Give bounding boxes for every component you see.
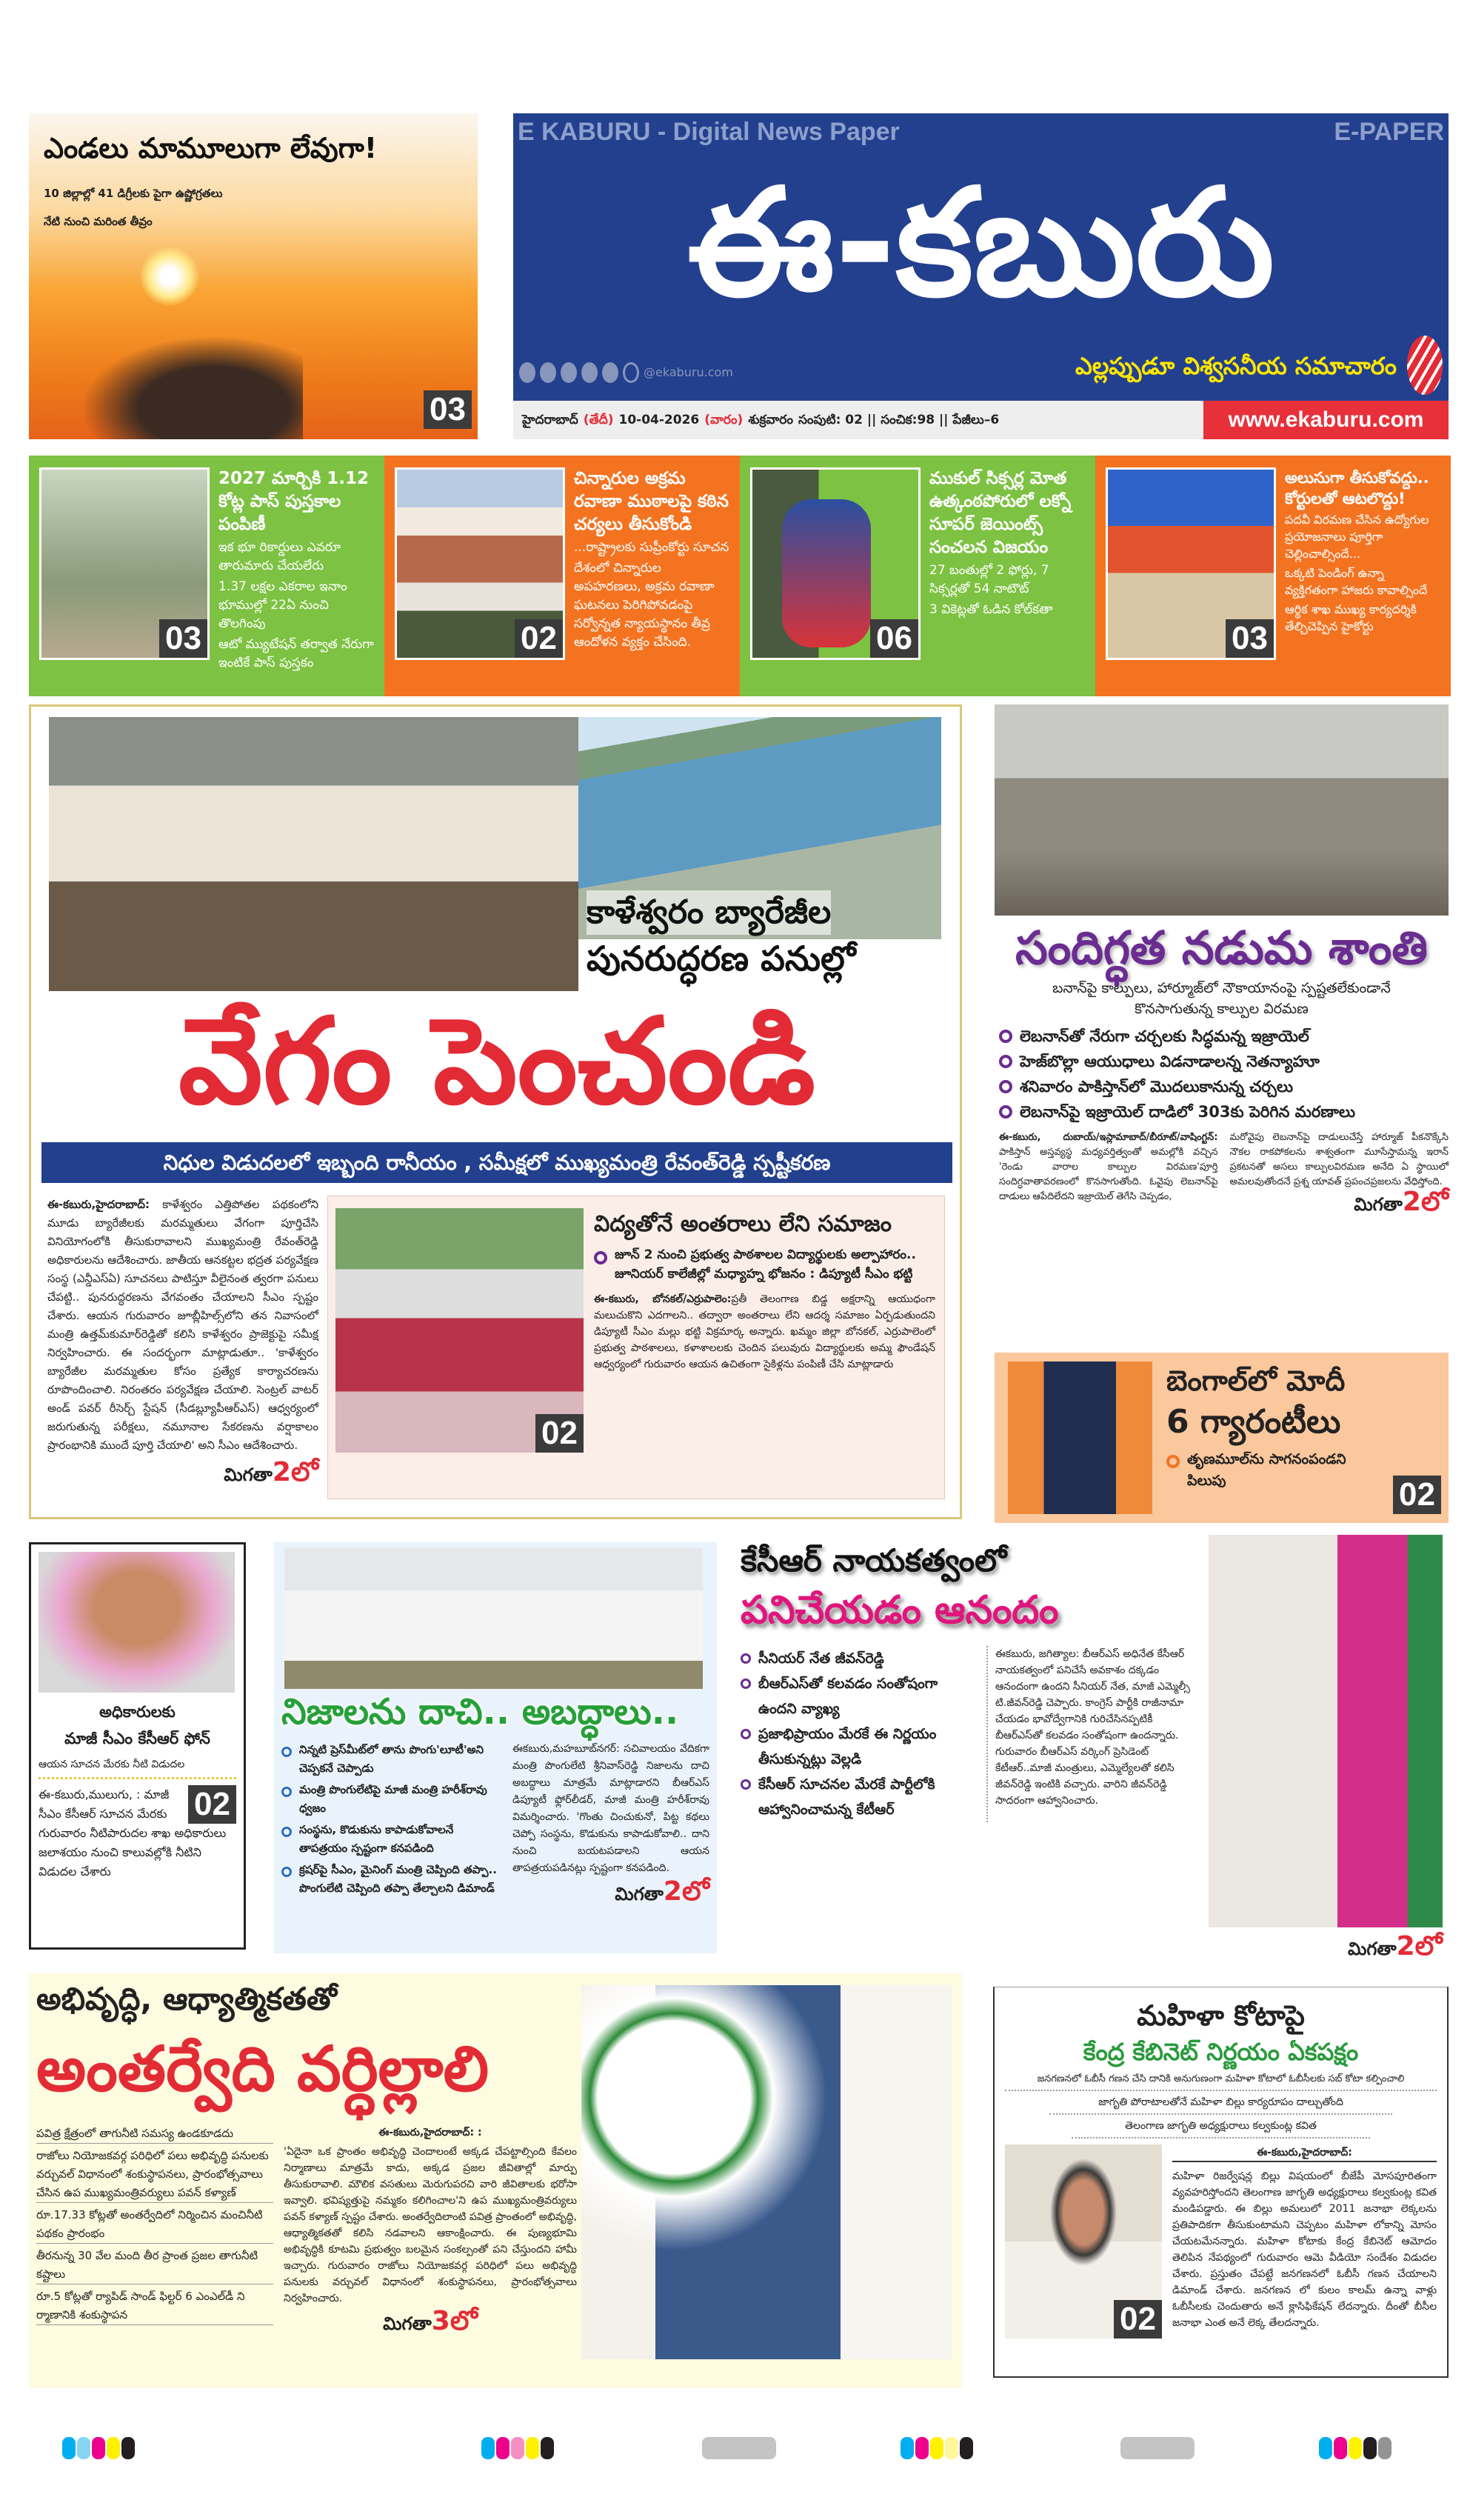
peace-title: సందిగ్ధత నడుమ శాంతి: [1015, 921, 1428, 975]
page-ref-badge: 02: [1114, 2300, 1162, 2339]
teaser-photo: [1106, 467, 1276, 660]
education-body: [594, 1291, 935, 1373]
bullet-item: [281, 1781, 504, 1818]
bullet-text: సంస్థను, కొడుకును కాపాడుకోవాలనే తాపత్రయం స్పష్టంగా కనపడింది: [299, 1823, 454, 1855]
bullet-icon: [999, 1030, 1012, 1043]
continued-page: 2లో: [272, 1457, 318, 1487]
ktr-jeevan-reddy-photo: [1209, 1535, 1443, 1927]
bullet-text: నిన్నటి ప్రెస్‌మీట్‌లో తాను పొంగు'లూటీ'అని చెప్పకనే చెప్పాడు: [299, 1743, 484, 1775]
bullet-item: [281, 1741, 504, 1778]
social-icons[interactable]: [519, 362, 733, 383]
peace-sub1: బనాన్‌పై కాల్పులు, హార్మూజ్‌లో నౌకాయానంపై స్పష్టతలేకుండానే: [1052, 980, 1391, 996]
bullet-text: లెబనాన్‌పై ఇజ్రాయెల్ దాడిలో 303కు పెరిగిన మరణాలు: [1020, 1103, 1355, 1121]
teaser-line: 1.37 లక్షల ఎకరాల ఇనాం భూముల్లో 22ఏ నుంచి తొలగింపు: [218, 579, 347, 631]
instagram-icon[interactable]: [602, 362, 618, 383]
education-bullet: [594, 1245, 935, 1284]
dateline: ఈ-కబురు, బోనకల్/ఎర్రుపాలెం:: [594, 1293, 732, 1305]
kcr-lead-title2: పనిచేయడం ఆనందం: [741, 1588, 1059, 1633]
peace-body-text: పాకిస్తాన్ అస్తవ్యస్థ మధ్యవర్తిత్వంతో అమల్లోకి వచ్చిన 'రెండు వారాల కాల్పుల విరమణ'పూర్తి సందిగ్ధవాతావరణంలో కొనసాగుతోంది. ఓవైపు లెబనాన్‌పై దాడులు ఆపేదిలేదని ఇజ్రాయెల్ తెగేసి చెప్పడం,: [999, 1147, 1218, 1202]
teaser-line: 27 బంతుల్లో 2 ఫోర్లు, 7 సిక్సర్లతో 54 నాటౌట్: [929, 563, 1049, 596]
weather-line2: నేటి నుంచి మరింత తీవ్రం: [44, 215, 153, 228]
date-bar: [513, 401, 1203, 439]
epaper-label: E-PAPER: [1334, 118, 1444, 146]
whatsapp-icon[interactable]: [519, 362, 535, 383]
lead-headline: వేగం పెంచండి: [178, 992, 815, 1130]
lead-subhead: నిధుల విడుదలలో ఇబ్బంది రానీయం , సమీక్షలో ముఖ్యమంత్రి రేవంత్‌రెడ్డి స్పష్టీకరణ: [41, 1142, 952, 1183]
bullet-icon: [281, 1747, 292, 1757]
education-title: విద్యతోనే అంతరాలు లేని సమాజం: [594, 1211, 892, 1237]
kcr-phone-story: [29, 1542, 246, 1950]
point-item: రాజోలు నియోజకవర్గ పరిధిలో పలు అభివృద్ధి పనులకు వర్చువల్ విధానంలో శంకుస్థాపనలు, ప్రారంభోత్సవాలు చేసిన ఉప ముఖ్యమంత్రివర్యులు పవన్ కళ్యాణ్: [36, 2147, 273, 2203]
globe-icon[interactable]: [623, 362, 639, 383]
website-link[interactable]: www.ekaburu.com: [1203, 401, 1449, 439]
bullet-icon: [741, 1679, 751, 1689]
women-sub: జనగణనలో ఓబీసీ గణన చేసి దానికి అనుగుణంగా మహిళా కోటాలో ఓబీసీలకు సబ్ కోటా కల్పించాలి: [1005, 2069, 1437, 2091]
modi-photo: [1008, 1361, 1152, 1514]
kcr-sub: ఆయన సూచన మేరకు నీటి విడుదల: [39, 1756, 236, 1779]
truths-headline: నిజాలను దాచి.. అబద్ధాలు..: [281, 1691, 679, 1733]
kavitha-photo: [1005, 2144, 1162, 2339]
continued-on-page[interactable]: [1348, 1932, 1443, 1964]
kcr-lead-bullets: [741, 1646, 978, 1822]
bullet-item: [999, 1099, 1449, 1124]
lead-story: [29, 704, 962, 1519]
bullet-text: శనివారం పాకిస్తాన్‌లో మొదలుకానున్న చర్చలు: [1020, 1078, 1294, 1096]
teaser-photo: [39, 467, 210, 660]
continued-on-page[interactable]: [47, 1458, 318, 1490]
teaser-line: 3 వికెట్లతో ఓడిన కోల్‌కతా: [929, 602, 1053, 617]
kcr-lead-story: [741, 1539, 1200, 1822]
education-story: [327, 1196, 945, 1499]
teaser-line: ఒక్కటి పెండింగ్ ఉన్నా వ్యక్తిగతంగా హాజరు కావాల్సిందే: [1285, 566, 1428, 597]
continued-label: మిగతా: [615, 1884, 664, 1904]
teaser-land-records[interactable]: [29, 456, 384, 696]
bullet-text: సీనియర్ నేత జీవన్‌రెడ్డి: [758, 1650, 884, 1667]
continued-label: మిగతా: [383, 2313, 432, 2334]
bullet-text: తృణమూల్‌ను సాగనంపండని పిలుపు: [1187, 1451, 1346, 1489]
volume-info: సంపుటి: 02 || సంచిక:98 || పేజీలు–6: [798, 413, 1000, 427]
lead-body: [47, 1196, 318, 1490]
cm-meeting-photo: [49, 717, 578, 991]
peace-story: [995, 919, 1449, 1217]
bullet-text: కేసీఆర్ సూచనల మేరకే పార్టీలోకి ఆహ్వానించామన్న కేటీఆర్: [758, 1776, 935, 1818]
brand-globe-icon: [1407, 336, 1443, 395]
bullet-item: [741, 1721, 978, 1772]
bullet-icon: [999, 1105, 1012, 1119]
teaser-supreme-court[interactable]: [384, 456, 740, 696]
dateline: ఈ-కబురు,హైదరాబాద్: :: [378, 2127, 482, 2139]
bullet-icon: [594, 1251, 607, 1264]
bullet-text: హెజ్‌బొల్లా ఆయుధాలు విడనాడాలన్న నెతన్యాహూ: [1020, 1053, 1320, 1070]
bullet-item: [741, 1772, 978, 1822]
bengal-title2: 6 గ్యారంటీలు: [1166, 1403, 1341, 1441]
sun-icon: [140, 247, 199, 306]
women-kicker: మహిళా కోటాపై: [1137, 1999, 1305, 2032]
harish-rao-photo: [284, 1548, 703, 1689]
weather-line1: 10 జిల్లాల్లో 41 డిగ్రీలకు పైగా ఉష్ణోగ్రతలు: [44, 187, 223, 200]
bullet-item: [999, 1074, 1449, 1099]
bullet-item: [281, 1861, 504, 1898]
rubble-photo: [995, 704, 1449, 916]
bengal-story[interactable]: [995, 1353, 1449, 1523]
city: హైదరాబాద్: [522, 413, 578, 427]
kcr-title: మాజీ సీఎం కేసీఆర్ ఫోన్: [64, 1730, 210, 1747]
truths-bullets: [281, 1741, 504, 1909]
issue-day: శుక్రవారం: [748, 413, 793, 427]
facebook-icon[interactable]: [561, 362, 577, 383]
peace-bullets: [995, 1024, 1449, 1124]
teaser-photo: [395, 467, 565, 660]
teaser-line: ఆటో మ్యుటేషన్ తర్వాత నేరుగా ఇంటికే పాస్ పుస్తకం: [218, 637, 374, 670]
bullet-item: [999, 1024, 1449, 1049]
page-ref-badge: 03: [159, 619, 207, 658]
bullet-icon: [741, 1779, 751, 1790]
women-headline: కేంద్ర కేబినెట్ నిర్ణయం ఏకపక్షం: [1083, 2038, 1359, 2066]
bullet-icon: [741, 1653, 751, 1664]
continued-label: మిగతా: [1354, 1194, 1403, 1215]
issue-date: 10-04-2026: [618, 413, 700, 427]
peace-body-text: మరోవైపు లెబనాన్‌పై దాడులుచేస్తే హార్మూజ్ పీకనొక్కేసి నౌకల రాకపోకలను శాశ్వతంగా మూసేస్తామన్న ఇరాన్ ప్రకటనతో అసలు కాల్పులవిరమణ అనేది ఏ స్థాయిలో అమలవుతోందనే ప్రశ్న యావత్ ప్రపంచప్రజలను వేధిస్తోంది.: [1229, 1132, 1449, 1187]
masthead-logo: ఈ-కబురు: [686, 157, 1275, 330]
bullet-text: బీఆర్ఎస్‌తో కలవడం సంతోషంగా ఉందని వ్యాఖ్య: [758, 1676, 938, 1717]
bullet-icon: [281, 1787, 292, 1797]
weather-teaser[interactable]: [29, 113, 478, 439]
bullet-icon: [999, 1055, 1012, 1068]
dateline: ఈ-కబురు,హైదరాబాద్:: [1172, 2144, 1437, 2162]
antarvedi-points: [36, 2124, 273, 2339]
teaser-photo: [750, 467, 921, 660]
truths-body: ఈకబురు,మహబూబ్‌నగర్: సచివాలయం వేదికగా మంత్రి పొంగులేటి శ్రీనివాస్‌రెడ్డి నిజాలను దాచి అబద్ధాలు మాత్రమే మాట్లాడారని బీఆర్ఎస్ డిప్యూటీ ఫ్లోర్‌లీడర్, మాజీ మంత్రి హరీశ్‌రావు విమర్శించారు. 'గొంతు చించుకునో, పిట్ట కథలు చెప్పో సంస్థను, కొడుకును కాపాడుకోవాలి.. దాని నుంచి బయటపడాలని ఆయన తాపత్రయపడినట్లు స్పష్టంగా కనపడింది.: [512, 1743, 709, 1874]
teaser-line: పదవీ విరమణ చేసిన ఉద్యోగుల ప్రయోజనాలు పూర్తిగా చెల్లించాల్సిందే...: [1285, 513, 1429, 561]
pawan-kalyan-photo: [581, 1985, 952, 2359]
bullet-item: [999, 1049, 1449, 1074]
education-body-text: ప్రతీ తెలంగాణ బిడ్డ అక్షరాన్ని ఆయుధంగా మలుచుకొని ఎదగాలని.. తద్వారా అంతరాలు లేని ఆదర్శ సమాజం ఏర్పడుతుందని డిప్యూటీ సీఎం మల్లు భట్టి విక్రమార్క అన్నారు. ఖమ్మం జిల్లా బోనకల్, ఎర్రుపాలెంలో ప్రభుత్వ పాఠశాలలు, కళాశాలలకు చెందిన పలువురు విద్యార్థులకు అమ్మ ఫౌండేషన్ ఆధ్వర్యంలో గురువారం ఆయన ఉచితంగా సైకిళ్లను పంపిణీ చేసి మాట్లాడారు: [594, 1293, 935, 1370]
teaser-line: ఆర్థిక శాఖ ముఖ్య కార్యదర్శికి తేల్చిచెప్పిన హైకోర్టు: [1285, 602, 1417, 633]
social-handle[interactable]: @ekaburu.com: [644, 365, 733, 379]
bullet-icon: [999, 1080, 1012, 1093]
antarvedi-body: 'ఏదైనా ఒక ప్రాంతం అభివృద్ధి చెందాలంటే అక్కడ చేపట్టాల్సింది కేవలం నిర్మాణాలు మాత్రమే కాదు, అక్కడ ప్రజల జీవితాల్లో మార్పు తీసుకురావాలి. మౌలిక వసతులు మెరుగుపరచి వారి జీవితాలకు భరోసా ఇవ్వాలి. భవిష్యత్తుపై నమ్మకం కలిగించాల'ని ఉప ముఖ్యమంత్రివర్యులు పవన్ కళ్యాణ్ స్పష్టం చేశారు. అంతర్వేదిలాంటి పవిత్ర ప్రాంతంలో అభివృద్ధి, ఆధ్యాత్మికతతో కలిసి నడవాలని ఆకాంక్షించారు. ఈ పుణ్యభూమి అభివృద్ధికి కూటమి ప్రభుత్వం బలమైన సంకల్పంతో పని చేస్తుందని హామీ ఇచ్చారు. గురువారం రాజోలు నియోజకవర్గ పరిధిలో పలు అభివృద్ధి పనులకు వర్చువల్ విధానంలో శంకుస్థాపనలు, ప్రారంభోత్సవాలు నిర్వహించారు.: [284, 2146, 577, 2304]
truths-story: [274, 1542, 717, 1953]
students-photo: [335, 1208, 584, 1453]
teaser-headline: 2027 మార్చికి 1.12 కోట్ల పాస్ పుస్తకాల పంపిణీ: [218, 469, 370, 534]
teaser-line: దేశంలో చిన్నారుల అపహరణలు, అక్రమ రవాణా ఘటనలు పెరిగిపోవడంపై సర్వోన్నత న్యాయస్థానం తీవ్ర ఆందోళన వ్యక్తం చేసింది.: [574, 561, 715, 650]
bullet-item: [741, 1646, 978, 1671]
point-item: పవిత్ర క్షేత్రంలో తాగునీటి సమస్య ఉండకూడదు: [36, 2124, 273, 2144]
peace-sub2: కొనసాగుతున్న కాల్పుల విరమణ: [1135, 1001, 1309, 1017]
person-drinking-photo: [81, 336, 303, 439]
teaser-line: ఇక భూ రికార్డులు ఎవరూ తారుమారు చేయలేరు: [218, 540, 341, 573]
bullet-icon: [281, 1827, 292, 1837]
peace-col1: [999, 1130, 1218, 1217]
continued-page: 2లో: [663, 1876, 709, 1907]
masthead-tagline: E KABURU - Digital News Paper: [518, 118, 900, 146]
weather-title: ఎండలు మామూలుగా లేవుగా!: [44, 132, 378, 164]
continued-label: మిగతా: [1348, 1939, 1397, 1959]
teaser-high-court[interactable]: [1095, 456, 1451, 696]
continued-page: 2లో: [1396, 1931, 1443, 1961]
continued-page: 2లో: [1402, 1187, 1449, 1217]
antarvedi-headline: అంతర్వేది వర్ధిల్లాలి: [36, 2033, 490, 2105]
kcr-lead-body: ఈకబురు, జగిత్యాల: బీఆర్ఎస్ అధినేత కేసీఆర్ నాయకత్వంలో పనిచేసే అవకాశం దక్కడం ఆనందంగా ఉందని సీనియర్ నేత, మాజీ ఎమ్మెల్సీ టి.జీవన్‌రెడ్డి చెప్పారు. కాంగ్రెస్ పార్టీకి రాజీనామా చేయడం భావోద్వేగానికి గురిచేసినప్పటికీ బీఆర్ఎస్‌తో కలవడం సంతోషంగా ఉందన్నారు. గురువారం బీఆర్ఎస్ వర్కింగ్ ప్రెసిడెంట్ కేటీఆర్..మాజీ మంత్రులు, ఎమ్మెల్యేలతో కలిసి జీవన్‌రెడ్డి ఇంటికి వచ్చారు. వారిని జీవన్‌రెడ్డి సాదరంగా ఆహ్వానించారు.: [986, 1646, 1200, 1822]
page-ref-badge: 03: [424, 390, 472, 429]
masthead: [513, 113, 1449, 401]
bullet-item: [281, 1821, 504, 1858]
bullet-text: మంత్రి పొంగులేటిపై మాజీ మంత్రి హరీశ్‌రావు ధ్వజం: [299, 1783, 487, 1815]
registration-marks: [1319, 2437, 1393, 2462]
page-ref-badge: 06: [870, 619, 918, 658]
registration-marks: [481, 2437, 555, 2462]
bullet-icon: [1166, 1455, 1180, 1468]
twitter-icon[interactable]: [540, 362, 556, 383]
continued-page: 3లో: [431, 2306, 478, 2336]
women-sub: తెలంగాణ జాగృతి అధ్యక్షురాలు కల్వకుంట్ల కవిత: [1072, 2115, 1370, 2139]
lead-kicker-1: కాళేశ్వరం బ్యారేజీల: [587, 890, 831, 935]
registration-marks: [901, 2437, 975, 2462]
point-item: రూ.17.33 కోట్లతో అంతర్వేదిలో నిర్మించిన మంచినీటి పథకం ప్రారంభం: [36, 2206, 273, 2244]
teaser-cricket[interactable]: [740, 456, 1095, 696]
youtube-icon[interactable]: [581, 362, 598, 383]
bengal-title1: బెంగాల్‌లో మోదీ: [1166, 1364, 1346, 1397]
kcr-photo: [39, 1552, 235, 1693]
continued-label: మిగతా: [224, 1464, 273, 1485]
lead-body-text: కాళేశ్వరం ఎత్తిపోతల పథకంలోని మూడు బ్యారేజీలకు మరమ్మతులు వేగంగా పూర్తిచేసి వినియోగంలోకి తీసుకురావాలని ముఖ్యమంత్రి రేవంత్‌రెడ్డి అధికారులను ఆదేశించారు. జాతీయ ఆనకట్టల భద్రత పర్యవేక్షణ సంస్థ (ఎన్డీఎస్ఏ) సూచనలు పాటిస్తూ వీలైనంత త్వరగా పనులు చేపట్టి.. పునరుద్ధరణను వేగవంతం చేయాలని సీఎం స్పష్టం చేశారు. ఆయన గురువారం జూబ్లీహిల్స్‌లోని తన నివాసంలో మంత్రి ఉత్తమ్‌కుమార్‌రెడ్డితో కలిసి కాళేశ్వరం ప్రాజెక్టుపై సమీక్ష నిర్వహించారు. ఈ సందర్భంగా మాట్లాడుతూ.. 'కాళేశ్వరం బ్యారేజీల మరమ్మతుల కోసం ప్రత్యేక కార్యాచరణను రూపొందించాలి. నిరంతరం పర్యవేక్షణ చేయాలి. సెంట్రల్ వాటర్ అండ్ పవర్ రీసెర్చ్ స్టేషన్ (సీడబ్ల్యూపీఆర్ఎస్) ఆధ్వర్యంలో జరుగుతున్న పరీక్షలు, నమూనాల సేకరణను వర్షాకాలం ప్రారంభానికి ముందే పూర్తి చేయాలి' అని సీఎం ఆదేశించారు.: [47, 1198, 318, 1452]
registration-marks: [1120, 2437, 1195, 2459]
bullet-item: [741, 1671, 978, 1721]
antarvedi-kicker: అభివృద్ధి, ఆధ్యాత్మికతతో: [36, 1981, 337, 2017]
dateline: ఈ-కబురు, దుబాయ్/ఇస్లామాబాద్/బీరూట్/వాషింగ్టన్:: [999, 1132, 1218, 1143]
kcr-lead-title1: కేసీఆర్ నాయకత్వంలో: [741, 1542, 1007, 1579]
teaser-headline: అలుసుగా తీసుకోవద్దు.. కోర్టులతో ఆటలొద్దు!: [1285, 469, 1429, 507]
bengal-bullet: [1166, 1449, 1366, 1492]
women-quota-story: [993, 1987, 1449, 2378]
kcr-body: ఈ-కబురు,ములుగు, : మాజీ సీఎం కేసీఆర్ సూచన మేరకు గురువారం నీటిపారుదల శాఖ అధికారులు జలాశయం నుంచి కాలువల్లోకి నీటిని విడుదల చేశారు: [39, 1787, 227, 1879]
date-label: (తేదీ): [583, 413, 614, 427]
bullet-text: ప్రజాభిప్రాయం మేరకే ఈ నిర్ణయం తీసుకున్నట్లు వెల్లడి: [758, 1726, 937, 1767]
registration-marks: [62, 2437, 136, 2462]
bullet-icon: [281, 1867, 292, 1877]
teaser-line: ...రాష్ట్రాలకు సుప్రీంకోర్టు సూచన: [574, 540, 729, 555]
page-ref-badge: 03: [1226, 619, 1274, 658]
day-label: (వారం): [704, 413, 744, 427]
point-item: తీరనున్న 30 వేల మంది తీర ప్రాంత ప్రజల తాగునీటి కష్టాలు: [36, 2247, 273, 2284]
continued-on-page[interactable]: [512, 1877, 709, 1909]
registration-marks: [702, 2437, 776, 2459]
peace-col2: [1230, 1130, 1449, 1217]
antarvedi-story: [29, 1973, 962, 2388]
kcr-kicker: అధికారులకు: [99, 1703, 176, 1721]
women-sub: జాగృతి పోరాటాలతోనే మహిళా బిల్లు కార్యరూపం దాల్చుతోంది: [1049, 2091, 1392, 2115]
page-ref-badge: 02: [515, 619, 563, 658]
page-ref-badge: 02: [535, 1414, 584, 1453]
teaser-headline: ముకుల్ సిక్సర్ల మోత ఉత్కంఠపోరులో లక్నో సూపర్ జెయింట్స్ సంచలన విజయం: [929, 469, 1072, 557]
women-body: మహిళా రిజర్వేషన్ల బిల్లు విషయంలో బీజేపీ మోసపూరితంగా వ్యవహరిస్తోందని తెలంగాణ జాగృతి అధ్యక్షురాలు కల్వకుంట్ల కవిత మండిపడ్డారు. ఈ బిల్లు అమలులో 2011 జనాభా లెక్కలను ప్రతిపాదికగా తీసుకుంటామని చెప్పటం మహిళా లోకాన్ని మోసం చేయటమేనన్నారు. మహిళా కోటాకు కేంద్ర కేబినెట్ ఆమోదం తెలిపిన నేపథ్యంలో గురువారం ఆమె వీడియో సందేశం విడుదల చేశారు. ప్రస్తుతం చేపట్టే జనగణనలో ఓబీసీ గణన చేయాలని డిమాండ్ చేశారు. జనగణన లో కులం కాలమ్ ఉన్నా వాళ్లు ఓబీసీలకు చెందుతారు అనే క్లాసిఫికేషన్ లేదన్నారు. దీంతో బీసీల జనాభా ఎంత అనే లెక్క తేలదన్నారు.: [1172, 2170, 1437, 2329]
continued-on-page[interactable]: [1230, 1187, 1449, 1217]
teaser-headline: చిన్నారుల అక్రమ రవాణా ముఠాలపై కఠిన చర్యలు తీసుకోండి: [574, 469, 729, 534]
masthead-slogan: ఎల్లప్పుడూ విశ్వసనీయ సమాచారం: [1075, 352, 1397, 380]
dateline: ఈ-కబురు,హైదరాబాద్:: [47, 1198, 150, 1211]
bullet-text: లెబనాన్‌తో నేరుగా చర్చలకు సిద్ధమన్న ఇజ్రాయెల్: [1020, 1027, 1309, 1045]
point-item: రూ.5 కోట్లతో ర్యాపిడ్ సాండ్ ఫిల్టర్ 6 ఎంఎల్‌డీ ని ర్మాణానికి శంకుస్థాపన: [36, 2287, 273, 2325]
bullet-text: జూన్ 2 నుంచి ప్రభుత్వ పాఠశాలల విద్యార్థులకు అల్పాహారం.. జూనియర్ కాలేజీల్లో మధ్యాహ్న భోజనం : డిప్యూటీ సీఎం భట్టి: [615, 1247, 916, 1281]
page-ref-badge: 02: [188, 1785, 236, 1824]
lead-kicker-2: పునరుద్ధరణ పనుల్లో: [587, 939, 856, 979]
bullet-icon: [741, 1729, 751, 1739]
page-ref-badge: 02: [1393, 1476, 1441, 1514]
bullet-text: క్రషర్‌పై సీఎం, మైనింగ్ మంత్రి చెప్పింది తప్పా.. పొంగులేటి చెప్పింది తప్పా తేల్చాలని డిమాండ్: [299, 1863, 497, 1895]
continued-on-page[interactable]: [284, 2307, 577, 2339]
